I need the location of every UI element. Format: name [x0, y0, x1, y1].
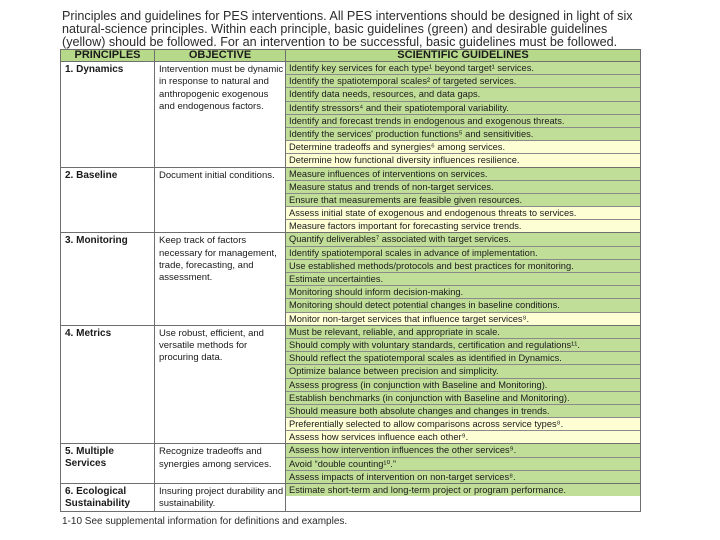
basic-guideline: Identify stressors⁴ and their spatiotemporal variability. — [286, 101, 640, 114]
basic-guideline: Identify key services for each type¹ beyond target¹ services. — [286, 62, 640, 74]
guidelines-cell — [286, 484, 641, 512]
basic-guideline: Optimize balance between precision and simplicity. — [286, 364, 640, 377]
basic-guideline: Measure status and trends of non-target services. — [286, 180, 640, 193]
objective-cell: Document initial conditions. — [155, 167, 286, 233]
principle-cell: 1. Dynamics — [61, 62, 155, 168]
principle-cell: 2. Baseline — [61, 167, 155, 233]
basic-guideline: Avoid “double counting¹⁰.” — [286, 457, 640, 470]
basic-guideline: Assess how intervention influences the other services⁹. — [286, 444, 640, 456]
objective-cell: Insuring project durability and sustainability. — [155, 484, 286, 512]
desirable-guideline: Determine tradeoffs and synergies⁶ among services. — [286, 140, 640, 153]
objective-cell: Intervention must be dynamic in response to natural and anthropogenic exogenous and endogenous factors. — [155, 62, 286, 168]
basic-guideline: Should reflect the spatiotemporal scales as identified in Dynamics. — [286, 351, 640, 364]
basic-guideline: Should measure both absolute changes and changes in trends. — [286, 404, 640, 417]
desirable-guideline: Determine how functional diversity influences resilience. — [286, 153, 640, 166]
guidelines-cell — [286, 233, 641, 325]
guidelines-cell — [286, 167, 641, 233]
table-row — [61, 233, 641, 325]
desirable-guideline: Monitor non-target services that influence target services⁸. — [286, 312, 640, 325]
basic-guideline: Monitoring should detect potential changes in baseline conditions. — [286, 298, 640, 311]
principle-cell: 5. Multiple Services — [61, 444, 155, 484]
principle-cell: 4. Metrics — [61, 325, 155, 444]
basic-guideline: Estimate uncertainties. — [286, 272, 640, 285]
basic-guideline: Identify the spatiotemporal scales² of targeted services. — [286, 74, 640, 87]
basic-guideline: Assess progress (in conjunction with Baseline and Monitoring). — [286, 378, 640, 391]
basic-guideline: Identify spatiotemporal scales in advance of implementation. — [286, 246, 640, 259]
header-guidelines: SCIENTIFIC GUIDELINES — [286, 50, 641, 62]
guidelines-cell — [286, 444, 641, 484]
basic-guideline: Ensure that measurements are feasible given resources. — [286, 193, 640, 206]
basic-guideline: Establish benchmarks (in conjunction with Baseline and Monitoring). — [286, 391, 640, 404]
guidelines-cell — [286, 325, 641, 444]
basic-guideline: Monitoring should inform decision-making. — [286, 285, 640, 298]
header-principles: PRINCIPLES — [61, 50, 155, 62]
basic-guideline: Should comply with voluntary standards, certification and regulations¹¹. — [286, 338, 640, 351]
table-caption: Principles and guidelines for PES interventions. All PES interventions should be designed in light of six natural-science principles. Within each principle, basic guidelines (green) and desirable guidelines (yellow) should be followed. For an intervention to be successful, basic guidelines must be followed. — [62, 9, 633, 49]
pes-guidelines-table — [60, 49, 641, 512]
table-row — [61, 62, 641, 168]
basic-guideline: Identify and forecast trends in endogenous and exogenous threats. — [286, 114, 640, 127]
basic-guideline: Estimate short-term and long-term project or program performance. — [286, 484, 640, 496]
table-row — [61, 444, 641, 484]
principle-cell: 3. Monitoring — [61, 233, 155, 325]
basic-guideline: Quantify deliverables⁷ associated with target services. — [286, 233, 640, 245]
guidelines-cell — [286, 62, 641, 168]
table-header-row — [61, 50, 641, 62]
desirable-guideline: Preferentially selected to allow comparisons across service types⁸. — [286, 417, 640, 430]
basic-guideline: Identify the services' production functions⁵ and sensitivities. — [286, 127, 640, 140]
desirable-guideline: Assess initial state of exogenous and endogenous threats to services. — [286, 206, 640, 219]
basic-guideline: Measure influences of interventions on services. — [286, 168, 640, 180]
basic-guideline: Use established methods/protocols and best practices for monitoring. — [286, 259, 640, 272]
objective-cell: Use robust, efficient, and versatile methods for procuring data. — [155, 325, 286, 444]
basic-guideline: Assess impacts of intervention on non-target services⁸. — [286, 470, 640, 483]
table-row — [61, 325, 641, 444]
header-objective: OBJECTIVE — [155, 50, 286, 62]
objective-cell: Recognize tradeoffs and synergies among services. — [155, 444, 286, 484]
principle-cell: 6. Ecological Sustainability — [61, 484, 155, 512]
table-row — [61, 484, 641, 512]
desirable-guideline: Measure factors important for forecasting service trends. — [286, 219, 640, 232]
footnote: 1-10 See supplemental information for definitions and examples. — [62, 516, 348, 527]
desirable-guideline: Assess how services influence each other⁹. — [286, 430, 640, 443]
table-row — [61, 167, 641, 233]
basic-guideline: Must be relevant, reliable, and appropriate in scale. — [286, 326, 640, 338]
basic-guideline: Identify data needs, resources, and data gaps. — [286, 87, 640, 100]
objective-cell: Keep track of factors necessary for management, trade, forecasting, and assessment. — [155, 233, 286, 325]
table-body — [61, 62, 641, 512]
